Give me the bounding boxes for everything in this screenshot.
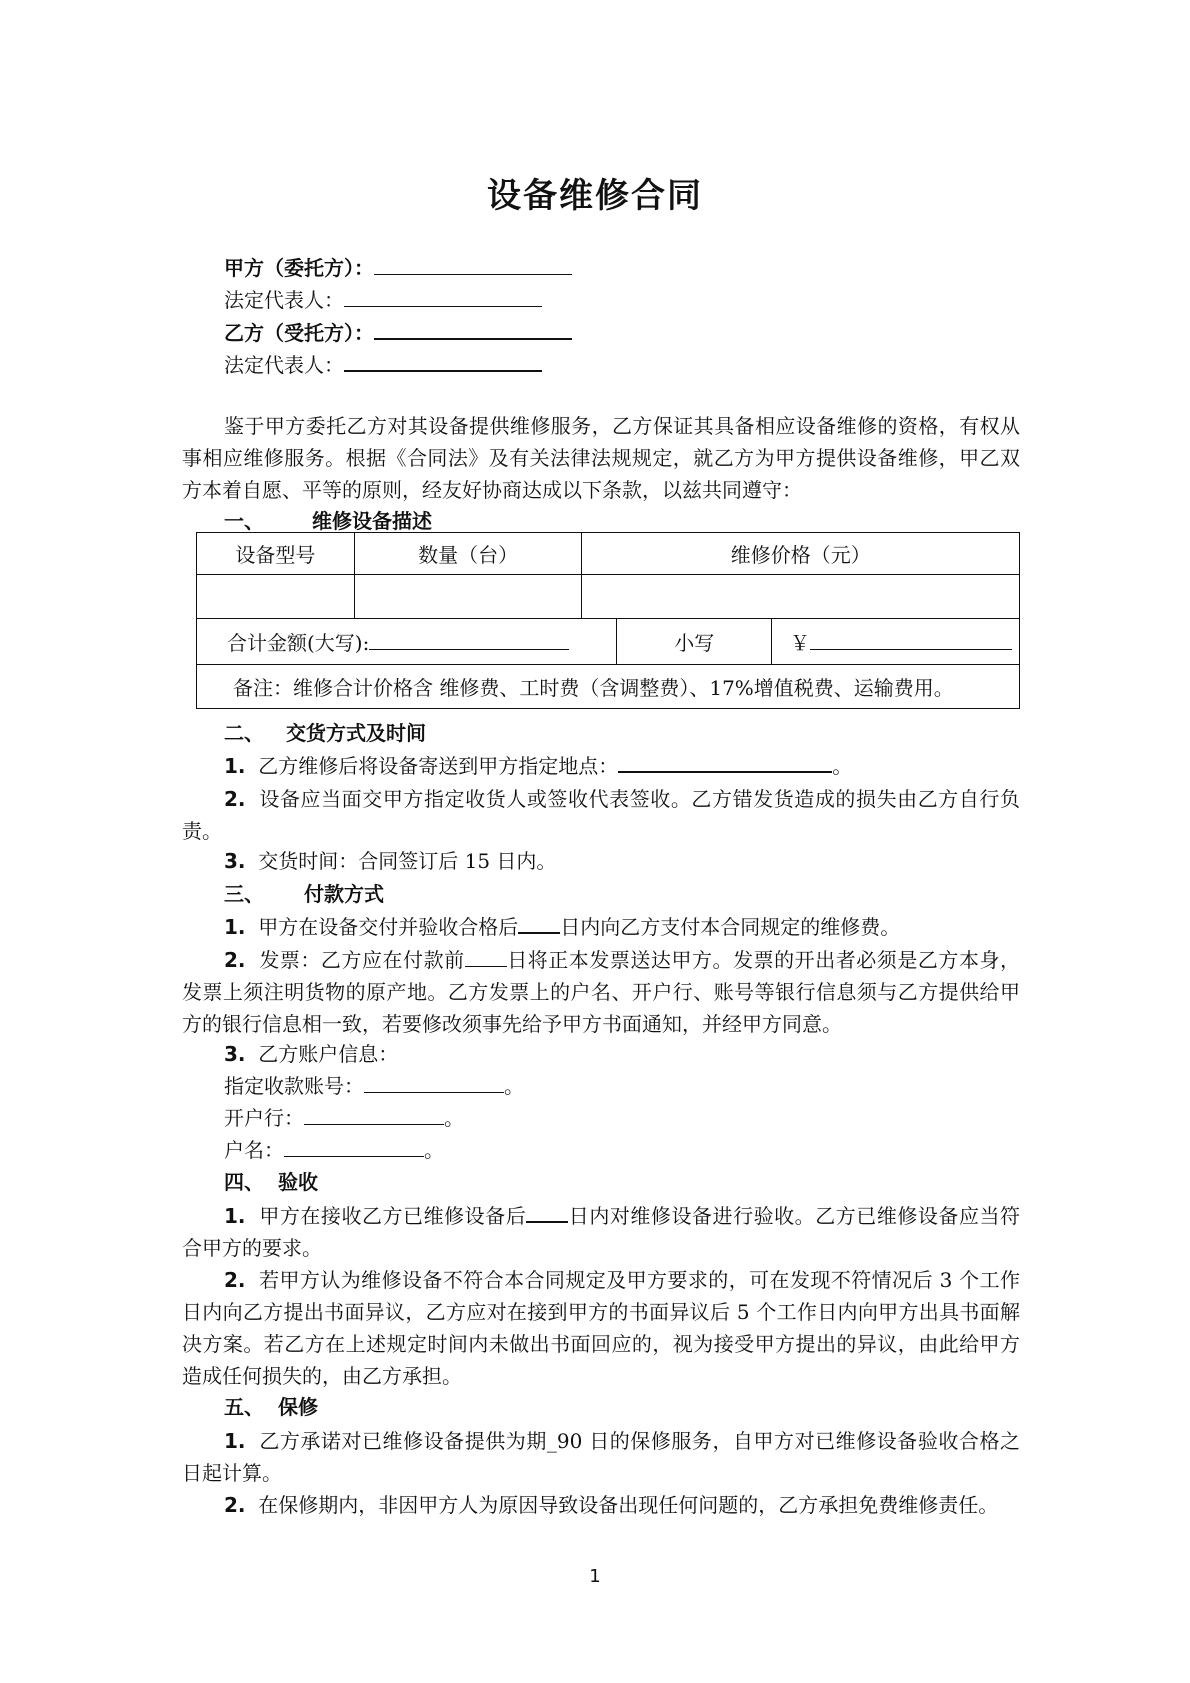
table-header-row — [197, 533, 1020, 575]
account-name-label: 户名： — [224, 1138, 284, 1162]
section-3-heading — [224, 880, 384, 908]
section-1-heading — [224, 507, 432, 535]
note-row — [197, 665, 1020, 709]
bank-end: 。 — [444, 1106, 464, 1130]
account-number-line — [224, 1072, 524, 1100]
account-number-label: 指定收款账号： — [224, 1074, 364, 1098]
s3-item-2-text-a: 发票：乙方应在付款前 — [259, 948, 465, 972]
col-price-header: 维修价格（元） — [582, 533, 1020, 575]
s2-item-1 — [224, 751, 852, 780]
small-label-cell: 小写 — [617, 619, 772, 665]
s5-item-1 — [182, 1425, 1020, 1489]
model-cell[interactable] — [197, 575, 355, 619]
s3-item-3-text: 乙方账户信息： — [258, 1042, 399, 1066]
document-title: 设备维修合同 — [487, 176, 703, 216]
party-a-blank[interactable] — [374, 254, 572, 275]
rep-a-line — [224, 286, 542, 314]
s2-item-2-number: 2. — [224, 787, 246, 811]
s3-item-2-text-b: 日将正本发票送达甲方。发票的开出者必须是乙方本身，发票上须注明货物的原产地。乙方发票上的户名、开户行、账号等银行信息须与乙方提供给甲方的银行信息相一致，若要修改须事先给予甲方书面通知，并经甲方同意。 — [182, 948, 1021, 1036]
section-3-number: 三、 — [224, 882, 264, 906]
section-4-title: 验收 — [278, 1170, 318, 1194]
section-4-number: 四、 — [224, 1170, 264, 1194]
s2-item-1-number: 1. — [224, 754, 246, 778]
yen-symbol: ￥ — [790, 631, 811, 655]
delivery-address-blank[interactable] — [618, 751, 832, 773]
bank-blank[interactable] — [304, 1104, 444, 1125]
account-name-line — [224, 1136, 444, 1164]
s2-item-1-end: 。 — [832, 754, 853, 778]
inspection-days-blank[interactable] — [526, 1201, 568, 1223]
account-number-end: 。 — [504, 1074, 524, 1098]
s2-item-3 — [224, 847, 556, 875]
party-a-line — [224, 254, 572, 282]
s2-item-3-number: 3. — [224, 849, 246, 873]
s3-item-3 — [224, 1040, 398, 1068]
s5-item-2-number: 2. — [224, 1493, 246, 1517]
account-name-blank[interactable] — [284, 1136, 424, 1157]
section-1-number: 一、 — [224, 509, 264, 533]
col-qty-header: 数量（台） — [354, 533, 582, 575]
s4-item-1-text-b: 日内对维修设备进行验收。乙方已维修设备应当符合甲方的要求。 — [182, 1204, 1021, 1260]
s4-item-1 — [182, 1200, 1020, 1264]
section-5-title: 保修 — [278, 1395, 318, 1419]
party-b-label: 乙方（受托方）： — [224, 321, 374, 345]
total-upper-label: 合计金额(大写): — [227, 631, 370, 655]
price-cell[interactable] — [582, 575, 1020, 619]
s2-item-2 — [182, 783, 1020, 847]
section-5-number: 五、 — [224, 1395, 264, 1419]
rep-a-blank[interactable] — [344, 286, 542, 307]
s3-item-1 — [224, 912, 900, 941]
section-1-title: 维修设备描述 — [312, 509, 432, 533]
table-row — [197, 575, 1020, 619]
s4-item-1-text-a: 甲方在接收乙方已维修设备后 — [259, 1204, 527, 1228]
s4-item-2-number: 2. — [224, 1268, 246, 1292]
s2-item-3-text: 交货时间：合同签订后 15 日内。 — [258, 849, 557, 873]
total-small-blank[interactable] — [810, 629, 1012, 650]
s3-item-1-text-b: 日内向乙方支付本合同规定的维修费。 — [560, 915, 901, 939]
section-5-heading — [224, 1393, 318, 1421]
s5-item-2 — [182, 1489, 1020, 1521]
party-a-label: 甲方（委托方）： — [224, 256, 374, 280]
section-2-title: 交货方式及时间 — [286, 721, 426, 745]
equipment-table — [196, 532, 1020, 709]
total-row — [197, 619, 1020, 665]
note-cell: 备注：维修合计价格含 维修费、工时费（含调整费）、17%增值税费、运输费用。 — [197, 665, 1020, 709]
s3-item-3-number: 3. — [224, 1042, 246, 1066]
s3-item-2 — [182, 944, 1020, 1040]
s5-item-1-text: 乙方承诺对已维修设备提供为期_90 日的保修服务，自甲方对已维修设备验收合格之日起计算。 — [182, 1429, 1020, 1485]
total-upper-cell — [197, 619, 617, 665]
s4-item-1-number: 1. — [224, 1204, 246, 1228]
s3-item-1-number: 1. — [224, 915, 246, 939]
rep-a-label: 法定代表人： — [224, 288, 344, 312]
payment-days-blank[interactable] — [518, 912, 560, 934]
section-4-heading — [224, 1168, 318, 1196]
rep-b-label: 法定代表人： — [224, 353, 344, 377]
s2-item-1-text: 乙方维修后将设备寄送到甲方指定地点： — [258, 754, 619, 778]
s4-item-2 — [182, 1264, 1020, 1392]
s3-item-2-number: 2. — [224, 948, 246, 972]
account-name-end: 。 — [424, 1138, 444, 1162]
s5-item-2-text: 在保修期内，非因甲方人为原因导致设备出现任何问题的，乙方承担免费维修责任。 — [258, 1493, 999, 1517]
party-b-line — [224, 318, 572, 347]
total-upper-blank[interactable] — [369, 629, 569, 650]
invoice-days-blank[interactable] — [465, 946, 507, 967]
qty-cell[interactable] — [354, 575, 582, 619]
bank-line — [224, 1104, 464, 1132]
account-number-blank[interactable] — [364, 1072, 504, 1093]
preamble: 鉴于甲方委托乙方对其设备提供维修服务，乙方保证其具备相应设备维修的资格，有权从事相应维修服务。根据《合同法》及有关法律法规规定，就乙方为甲方提供设备维修，甲乙双方本着自愿、平等的原则，经友好协商达成以下条款，以兹共同遵守： — [182, 414, 1020, 502]
section-2-heading — [224, 719, 426, 747]
party-b-blank[interactable] — [374, 318, 572, 340]
s5-item-1-number: 1. — [224, 1429, 246, 1453]
s3-item-1-text-a: 甲方在设备交付并验收合格后 — [258, 915, 519, 939]
col-model-header: 设备型号 — [197, 533, 355, 575]
s2-item-2-text: 设备应当面交甲方指定收货人或签收代表签收。乙方错发货造成的损失由乙方自行负责。 — [182, 787, 1021, 843]
rep-b-blank[interactable] — [344, 350, 542, 372]
page-number: 1 — [589, 1566, 601, 1587]
section-3-title: 付款方式 — [304, 882, 384, 906]
rep-b-line — [224, 350, 542, 379]
bank-label: 开户行： — [224, 1106, 304, 1130]
total-small-cell — [772, 619, 1020, 665]
section-2-number: 二、 — [224, 721, 264, 745]
s4-item-2-text: 若甲方认为维修设备不符合本合同规定及甲方要求的，可在发现不符情况后 3 个工作日内向乙方提出书面异议，乙方应对在接到甲方的书面异议后 5 个工作日内向甲方出具书面解决方案。若乙方在上述规定时间内未做出书面回应的，视为接受甲方提出的异议，由此给甲方造成任何损失的，由乙方承担。 — [182, 1268, 1020, 1388]
